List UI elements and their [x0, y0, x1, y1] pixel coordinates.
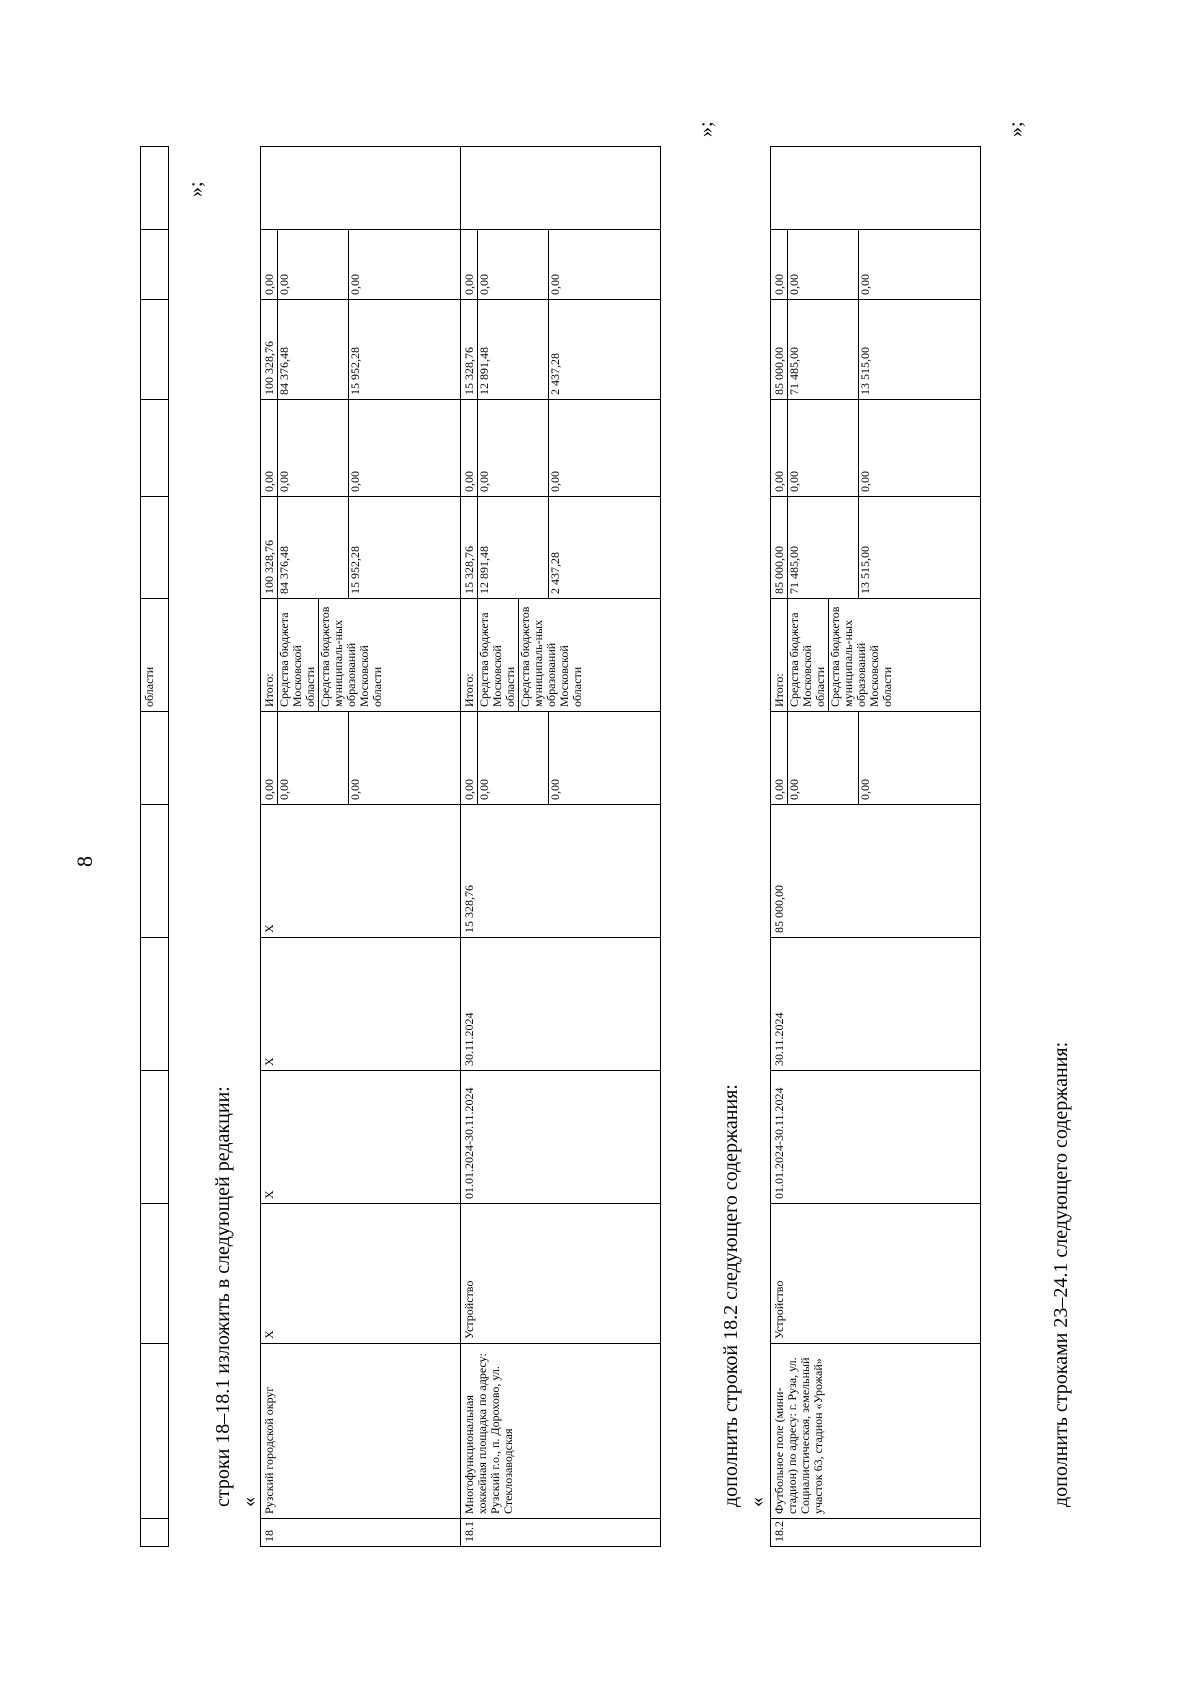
cell — [141, 805, 169, 938]
value: 0,00 — [348, 779, 362, 800]
value: 0,00 — [262, 471, 276, 492]
section2-open-quote: « — [746, 1497, 768, 1507]
value: 0,00 — [858, 274, 872, 295]
value: 0,00 — [772, 471, 786, 492]
source-mun: Средства бюджетов муниципаль-ных образований Московской области — [318, 606, 384, 707]
object-name: Футбольное поле (мини-стадион) по адресу: г. Руза, ул. Социалистическая, земельный участок 63, стадион «Урожай» — [771, 1344, 981, 1519]
value: 71 485,00 — [787, 347, 801, 395]
value: 85 000,00 — [772, 546, 786, 594]
source-mun: Средства бюджетов муниципаль-ных образований Московской области — [518, 606, 584, 707]
table-row — [261, 147, 461, 1547]
value: 0,00 — [772, 274, 786, 295]
cell — [141, 1344, 169, 1519]
value: 84 376,48 — [277, 546, 291, 594]
end-mark-2: »; — [695, 121, 717, 137]
work-period: 01.01.2024-30.11.2024 — [461, 1071, 661, 1204]
source-mo: Средства бюджета Московской области — [277, 612, 317, 707]
value: 0,00 — [548, 471, 562, 492]
funding-sources — [771, 599, 981, 712]
section1-heading: строки 18–18.1 изложить в следующей редакции: — [212, 1086, 234, 1507]
value: 0,00 — [277, 779, 291, 800]
row-number: 18 — [261, 1519, 461, 1547]
cell — [141, 1204, 169, 1344]
section3-heading: дополнить строками 23–24.1 следующего содержания: — [1050, 1041, 1072, 1507]
funding-sources — [261, 599, 461, 712]
value: 15 328,76 — [462, 347, 476, 395]
cell — [771, 147, 981, 230]
cell — [141, 400, 169, 497]
work-period: X — [261, 1071, 461, 1204]
work-type: Устройство — [771, 1204, 981, 1344]
source-mo: Средства бюджета Московской области — [477, 612, 517, 707]
previous-table-fragment — [140, 146, 169, 1547]
cell — [141, 1519, 169, 1547]
source-total: Итого: — [772, 673, 786, 707]
completion-date: 30.11.2024 — [771, 938, 981, 1071]
completion-date: 30.11.2024 — [461, 938, 661, 1071]
financed-values — [461, 712, 661, 805]
value: 0,00 — [787, 779, 801, 800]
value: 100 328,76 — [262, 540, 276, 594]
value: 0,00 — [262, 274, 276, 295]
source-mo: Средства бюджета Московской области — [787, 612, 827, 707]
row-number: 18.1 — [461, 1519, 661, 1547]
value: 0,00 — [462, 779, 476, 800]
financed-values — [771, 712, 981, 805]
value: 0,00 — [772, 779, 786, 800]
year2 — [771, 300, 981, 400]
work-period: 01.01.2024-30.11.2024 — [771, 1071, 981, 1204]
value: 0,00 — [348, 471, 362, 492]
value: 15 952,28 — [348, 546, 362, 594]
cell — [461, 147, 661, 230]
value: 0,00 — [348, 274, 362, 295]
value: 0,00 — [262, 779, 276, 800]
section2-table — [770, 146, 981, 1547]
year1 — [461, 400, 661, 497]
section2-heading: дополнить строкой 18.2 следующего содержания: — [720, 1084, 742, 1507]
source-total: Итого: — [262, 673, 276, 707]
value: 0,00 — [277, 274, 291, 295]
value: 12 891,48 — [477, 546, 491, 594]
totals — [461, 497, 661, 599]
value: 71 485,00 — [787, 546, 801, 594]
year1 — [261, 400, 461, 497]
cell — [141, 300, 169, 400]
work-type: Устройство — [461, 1204, 661, 1344]
value: 84 376,48 — [277, 347, 291, 395]
value: 0,00 — [787, 471, 801, 492]
value: 12 891,48 — [477, 347, 491, 395]
value: 100 328,76 — [262, 341, 276, 395]
table-row — [461, 147, 661, 1547]
value: 0,00 — [548, 779, 562, 800]
value: 2 437,28 — [548, 353, 562, 395]
year3 — [261, 230, 461, 300]
source-total: Итого: — [462, 673, 476, 707]
value: 0,00 — [858, 471, 872, 492]
value: 0,00 — [787, 274, 801, 295]
value: 15 328,76 — [462, 546, 476, 594]
value: 0,00 — [548, 274, 562, 295]
cell — [261, 147, 461, 230]
cell — [141, 712, 169, 805]
financed-values — [261, 712, 461, 805]
source-mun: Средства бюджетов муниципаль-ных образований Московской области — [828, 606, 894, 707]
value: 0,00 — [477, 274, 491, 295]
value: 13 515,00 — [858, 546, 872, 594]
value: 13 515,00 — [858, 347, 872, 395]
totals — [771, 497, 981, 599]
year3 — [771, 230, 981, 300]
end-mark-1: »; — [185, 181, 207, 197]
totals — [261, 497, 461, 599]
object-name: Многофункциональная хоккейная площадка по адресу: Рузский г.о., п. Дорохово, ул. Стеклозаводская — [461, 1344, 661, 1519]
end-mark-3: »; — [1005, 121, 1027, 137]
year2 — [461, 300, 661, 400]
cost: X — [261, 805, 461, 938]
cell — [141, 1071, 169, 1204]
section1-table — [260, 146, 661, 1547]
cell — [141, 147, 169, 230]
cell — [141, 230, 169, 300]
value: 15 952,28 — [348, 347, 362, 395]
object-name: Рузский городской округ — [261, 1344, 461, 1519]
cell — [141, 938, 169, 1071]
completion-date: X — [261, 938, 461, 1071]
table-row — [771, 147, 981, 1547]
cell — [141, 497, 169, 599]
value: 0,00 — [858, 779, 872, 800]
page-number: 8 — [72, 856, 97, 867]
work-type: X — [261, 1204, 461, 1344]
row-number: 18.2 — [771, 1519, 981, 1547]
value: 85 000,00 — [772, 347, 786, 395]
cost: 85 000,00 — [771, 805, 981, 938]
value: 0,00 — [477, 779, 491, 800]
value: 0,00 — [277, 471, 291, 492]
section1-open-quote: « — [238, 1497, 260, 1507]
cost: 15 328,76 — [461, 805, 661, 938]
oblasti-cell: области — [141, 599, 169, 712]
value: 0,00 — [462, 471, 476, 492]
value: 0,00 — [477, 471, 491, 492]
year3 — [461, 230, 661, 300]
value: 0,00 — [462, 274, 476, 295]
year2 — [261, 300, 461, 400]
year1 — [771, 400, 981, 497]
value: 2 437,28 — [548, 552, 562, 594]
funding-sources — [461, 599, 661, 712]
